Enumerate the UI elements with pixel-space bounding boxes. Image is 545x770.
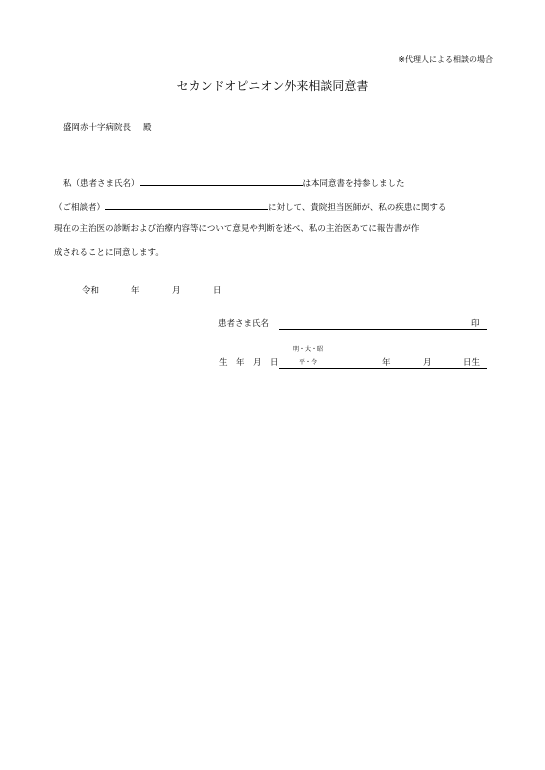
birth-year: 年: [382, 358, 391, 368]
birth-day-suffix: 日生: [463, 358, 481, 368]
consent-line-2: [54, 200, 446, 213]
date-era: 令和: [82, 286, 100, 296]
birth-month: 月: [423, 358, 432, 368]
patient-name-blank[interactable]: [140, 176, 303, 186]
consent-line-1-suffix: は本同意書を持参しました: [302, 179, 405, 189]
consent-line-2-suffix: に対して、貴院担当医師が、私の疾患に関する: [268, 203, 447, 213]
consent-line-1: [63, 176, 405, 189]
birth-date-line[interactable]: [279, 368, 487, 369]
addressee-honorific: 殿: [143, 123, 152, 133]
date-day: 日: [213, 286, 222, 296]
signature-label: 患者さま氏名: [218, 319, 270, 329]
birth-label-1: 生: [219, 358, 228, 368]
birth-era-options-bottom: 平・令: [299, 359, 318, 366]
birth-label-3: 月: [253, 358, 262, 368]
consent-line-3: 現在の主治医の診断および治療内容等について意見や判断を述べ、私の主治医あてに報告書が作: [54, 224, 420, 234]
birth-label-2: 年: [236, 358, 245, 368]
consultant-label: （ご相談者）: [54, 203, 106, 213]
document-title: セカンドオピニオン外来相談同意書: [176, 79, 369, 93]
addressee: [63, 124, 152, 133]
consultant-name-blank[interactable]: [105, 200, 268, 210]
signature-line[interactable]: [279, 329, 487, 330]
seal-mark: 印: [471, 319, 480, 329]
date-month: 月: [172, 286, 181, 296]
addressee-hospital: 盛岡赤十字病院長: [63, 123, 132, 133]
birth-label-4: 日: [270, 358, 279, 368]
patient-name-label: 私（患者さま氏名）: [63, 179, 140, 189]
proxy-note: ※代理人による相談の場合: [398, 55, 493, 64]
date-year: 年: [131, 286, 140, 296]
birth-era-options-top: 明・大・昭: [293, 346, 324, 353]
consent-line-4: 成されることに同意します。: [54, 248, 164, 258]
